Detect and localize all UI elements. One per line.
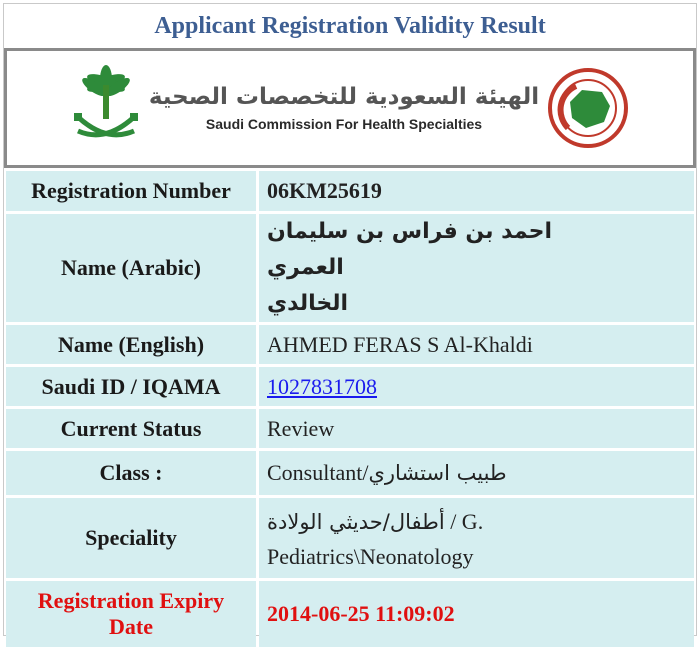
name-english-value: AHMED FERAS S Al-Khaldi <box>259 325 694 364</box>
table-row <box>6 498 694 578</box>
commission-seal-icon <box>546 66 630 150</box>
class-value-ar: طبيب استشاري <box>368 461 507 485</box>
current-status-label: Current Status <box>6 409 256 448</box>
speciality-value-en-prefix: / G. <box>444 509 484 534</box>
expiry-label <box>6 581 256 647</box>
org-name-block <box>149 84 539 132</box>
name-arabic-value <box>259 214 694 322</box>
name-arabic-label: Name (Arabic) <box>6 214 256 322</box>
table-row <box>6 581 694 647</box>
speciality-label: Speciality <box>6 498 256 578</box>
saudi-id-label: Saudi ID / IQAMA <box>6 367 256 406</box>
palm-swords-emblem-icon <box>70 65 142 151</box>
name-english-label: Name (English) <box>6 325 256 364</box>
expiry-label-line2: Date <box>109 614 153 639</box>
table-row <box>6 214 694 322</box>
logo-banner <box>4 51 696 168</box>
title-bar <box>4 4 696 51</box>
table-row <box>6 367 694 406</box>
speciality-value-ar: أطفال/حديثي الولادة <box>267 510 445 534</box>
class-label: Class : <box>6 451 256 495</box>
table-row <box>6 171 694 211</box>
table-row <box>6 325 694 364</box>
class-value-en: Consultant/ <box>267 460 369 485</box>
expiry-value: 2014-06-25 11:09:02 <box>259 581 694 647</box>
speciality-value-line2: Pediatrics\Neonatology <box>267 544 474 569</box>
registration-number-label: Registration Number <box>6 171 256 211</box>
registration-number-value: 06KM25619 <box>259 171 694 211</box>
saudi-id-cell <box>259 367 694 406</box>
saudi-id-link[interactable]: 1027831708 <box>267 373 377 399</box>
org-name-arabic: الهيئة السعودية للتخصصات الصحية <box>148 84 540 110</box>
name-arabic-line1: احمد بن فراس بن سليمان العمري <box>267 219 552 280</box>
org-name-english: Saudi Commission For Health Specialties <box>205 116 483 132</box>
current-status-value: Review <box>259 409 694 448</box>
speciality-value <box>259 498 694 578</box>
registration-table <box>3 168 697 650</box>
expiry-label-line1: Registration Expiry <box>37 588 225 613</box>
table-row <box>6 451 694 495</box>
name-arabic-line2: الخالدي <box>267 291 349 316</box>
result-panel <box>3 3 697 639</box>
page-title: Applicant Registration Validity Result <box>154 12 546 39</box>
class-value <box>259 451 694 495</box>
table-row <box>6 409 694 448</box>
